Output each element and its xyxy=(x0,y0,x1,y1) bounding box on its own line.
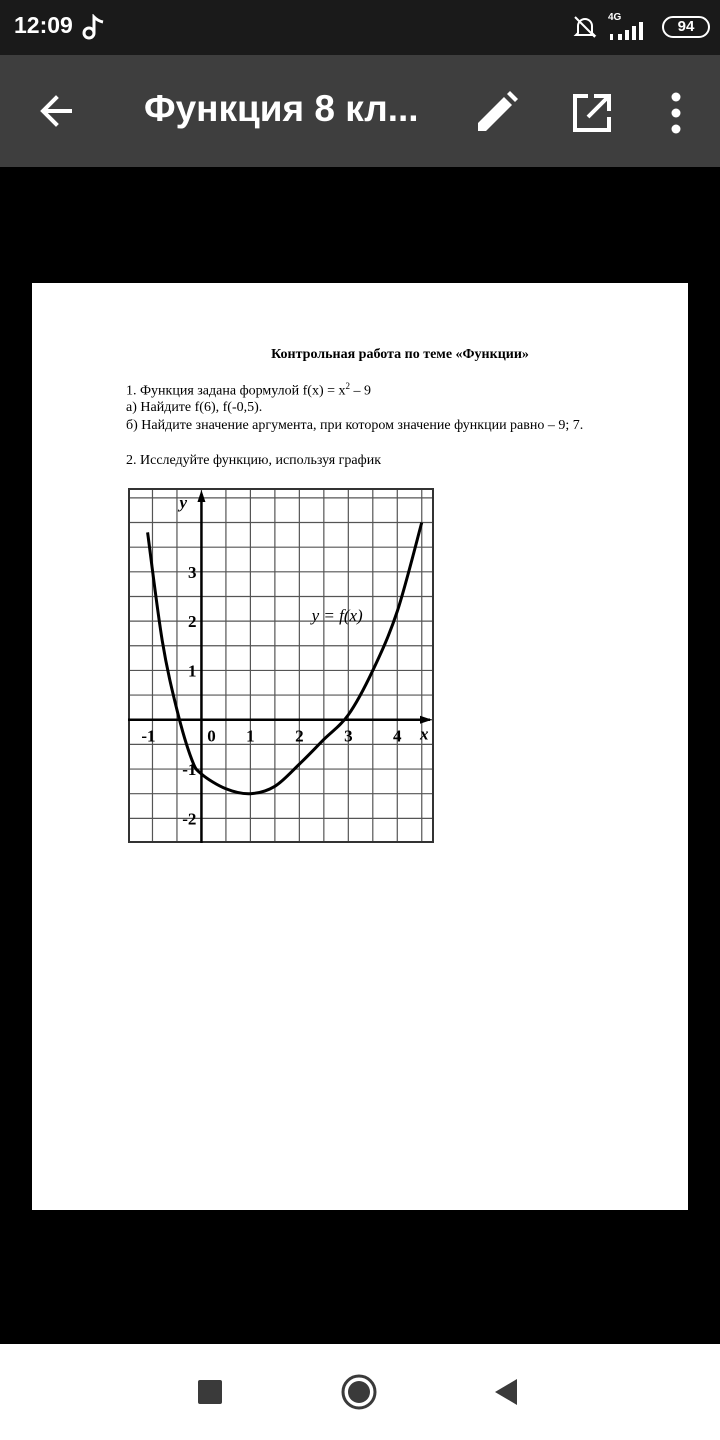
status-bar xyxy=(0,0,720,55)
battery-icon: 94 xyxy=(662,16,710,38)
x-tick-label: 2 xyxy=(295,726,304,746)
y-tick-label: 1 xyxy=(187,661,197,681)
status-time: 12:09 xyxy=(14,12,73,38)
network-type: 4G xyxy=(608,12,622,23)
music-note-icon xyxy=(82,14,106,40)
y-tick-label: -1 xyxy=(182,760,197,780)
function-graph xyxy=(128,488,434,843)
recents-square-icon[interactable] xyxy=(198,1380,222,1404)
bell-off-icon xyxy=(572,14,598,40)
document-viewer[interactable] xyxy=(0,167,720,1344)
y-tick-label: -2 xyxy=(182,809,197,829)
y-axis-label: y xyxy=(179,493,187,512)
open-external-icon[interactable] xyxy=(566,87,618,139)
back-triangle-icon[interactable] xyxy=(493,1377,519,1407)
x-axis-arrow xyxy=(420,716,432,724)
curve-label: y = f(x) xyxy=(311,606,363,626)
x-tick-label: 3 xyxy=(344,726,353,746)
system-nav-bar xyxy=(0,1344,720,1440)
graph-border xyxy=(129,489,433,842)
graph-axes xyxy=(128,490,432,843)
graph-grid xyxy=(128,488,434,843)
home-circle-icon[interactable] xyxy=(341,1374,377,1410)
y-tick-label: 2 xyxy=(187,612,197,632)
app-bar xyxy=(0,55,720,167)
pencil-icon[interactable] xyxy=(470,87,522,139)
task1-text: 1. Функция задана формулой f(x) = x xyxy=(126,383,346,399)
doc-heading: Контрольная работа по теме «Функции» xyxy=(271,347,529,362)
more-vert-icon[interactable] xyxy=(650,87,702,139)
task1-exponent: 2 xyxy=(345,381,351,391)
task1-line xyxy=(126,381,371,400)
x-tick-label: 1 xyxy=(246,726,255,746)
document-title: Функция 8 кл... xyxy=(144,88,419,129)
task1-suffix: – 9 xyxy=(350,383,372,399)
y-tick-label: 3 xyxy=(187,562,197,582)
task1-part-a: а) Найдите f(6), f(-0,5). xyxy=(126,400,263,415)
y-axis-arrow xyxy=(197,490,205,502)
x-tick-label: -1 xyxy=(141,726,156,746)
task2-line: 2. Исследуйте функцию, используя график xyxy=(126,453,381,468)
task1-part-b: б) Найдите значение аргумента, при котором значение функции равно – 9; 7. xyxy=(126,418,584,433)
signal-icon xyxy=(610,22,648,40)
x-tick-label: 0 xyxy=(207,726,216,746)
x-tick-label: 4 xyxy=(393,726,402,746)
arrow-back-icon[interactable] xyxy=(30,85,82,137)
x-axis-label: x xyxy=(420,724,429,744)
document-page xyxy=(32,283,688,1210)
